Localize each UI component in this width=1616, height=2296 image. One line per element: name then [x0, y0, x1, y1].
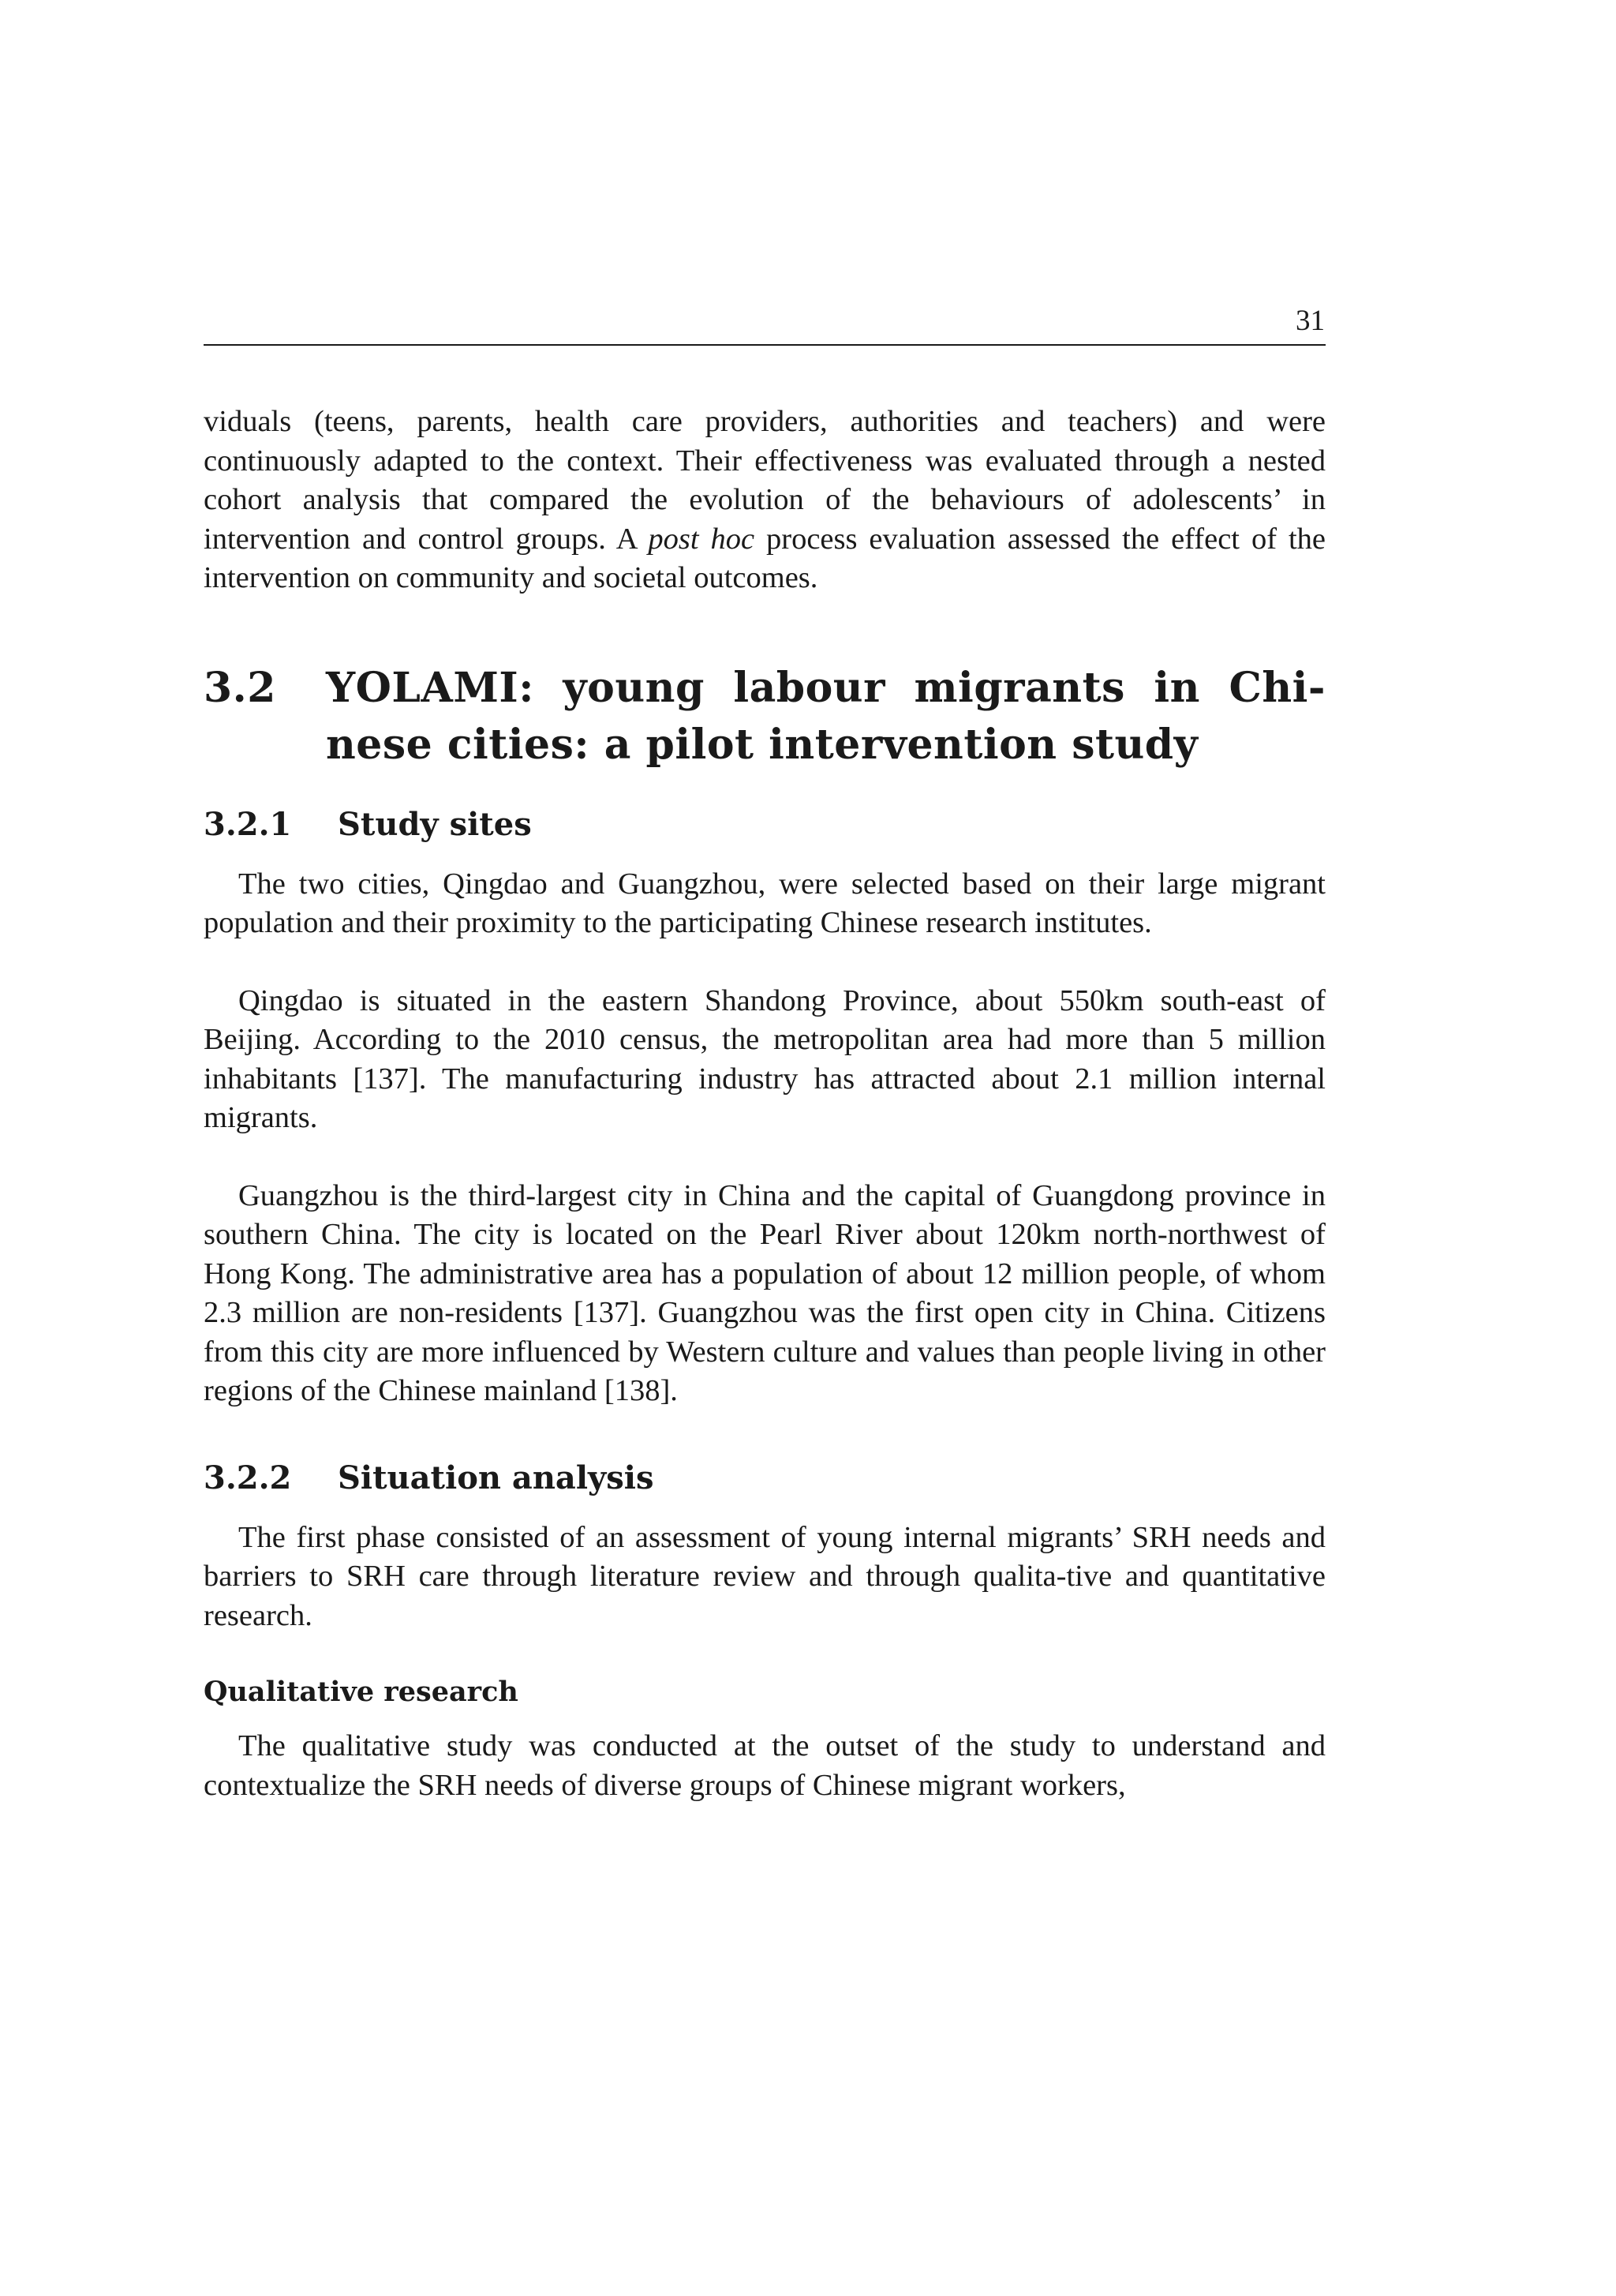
qualitative-paragraph-1: The qualitative study was conducted at the outset of the study to understand and contextualize the SRH needs of diverse groups of Chinese migrant workers, — [204, 1729, 1326, 1802]
study-sites-paragraph-qingdao: Qingdao is situated in the eastern Shandong Province, about 550km south-east of Beijing. According to the 2010 census, the metropolitan area had more than 5 million inhabitants [137]. The manufacturing industry has attracted about 2.1 million internal migrants. — [204, 983, 1326, 1134]
study-sites-paragraph-guangzhou: Guangzhou is the third-largest city in China and the capital of Guangdong province in southern China. The city is located on the Pearl River about 120km north-northwest of Hong Kong. The administrative area has a population of about 12 million people, of whom 2.3 million are non-residents [137]. Guangzhou was the first open city in China. Citizens from this city are more influenced by Western culture and values than people living in other regions of the Chinese mainland [138]. — [204, 1178, 1326, 1407]
section-title-line-2: nese cities: a pilot intervention study — [326, 720, 1199, 769]
intro-line-1: viduals (teens, parents, health care providers, authorities and teachers) and — [204, 405, 1244, 438]
subsection-title: Study sites — [338, 805, 532, 843]
subsection-title: Situation analysis — [338, 1459, 654, 1496]
intro-line-4-end: process evaluation — [754, 522, 996, 556]
intro-line-2: were continuously adapted to the context. Their effectiveness was evaluated — [204, 405, 1326, 478]
subsection-heading-study-sites — [204, 805, 1326, 845]
study-sites-paragraph-1: The two cities, Qingdao and Guangzhou, were selected based on their large migrant population and their proximity to the participating Chinese research institutes. — [204, 867, 1326, 939]
subsubsection-heading-qualitative: Qualitative research — [204, 1676, 518, 1708]
page-number: 31 — [1296, 305, 1325, 337]
section-title — [326, 660, 1326, 773]
intro-line-4-start: of adolescents’ in intervention and control groups. A — [204, 483, 1326, 556]
intro-line-3: through a nested cohort analysis that compared the evolution of the behaviours — [204, 444, 1326, 516]
subsection-number: 3.2.2 — [204, 1459, 292, 1496]
intro-paragraph — [204, 403, 1326, 598]
header-rule — [204, 344, 1326, 346]
page-content — [204, 403, 1326, 1805]
subsection-heading-situation-analysis — [204, 1459, 1326, 1498]
intro-italic-post-hoc: post hoc — [648, 522, 755, 556]
intro-line-5: assessed the effect of the intervention on community and societal outcomes. — [204, 522, 1326, 594]
section-heading — [204, 660, 1326, 773]
section-title-line-1: YOLAMI: young labour migrants in Chi- — [326, 663, 1326, 712]
subsection-number: 3.2.1 — [204, 805, 292, 843]
section-number: 3.2 — [204, 663, 276, 712]
situation-paragraph-1: The first phase consisted of an assessment of young internal migrants’ SRH needs and barriers to SRH care through literature review and through qualita-tive and quantitative research. — [204, 1520, 1326, 1632]
